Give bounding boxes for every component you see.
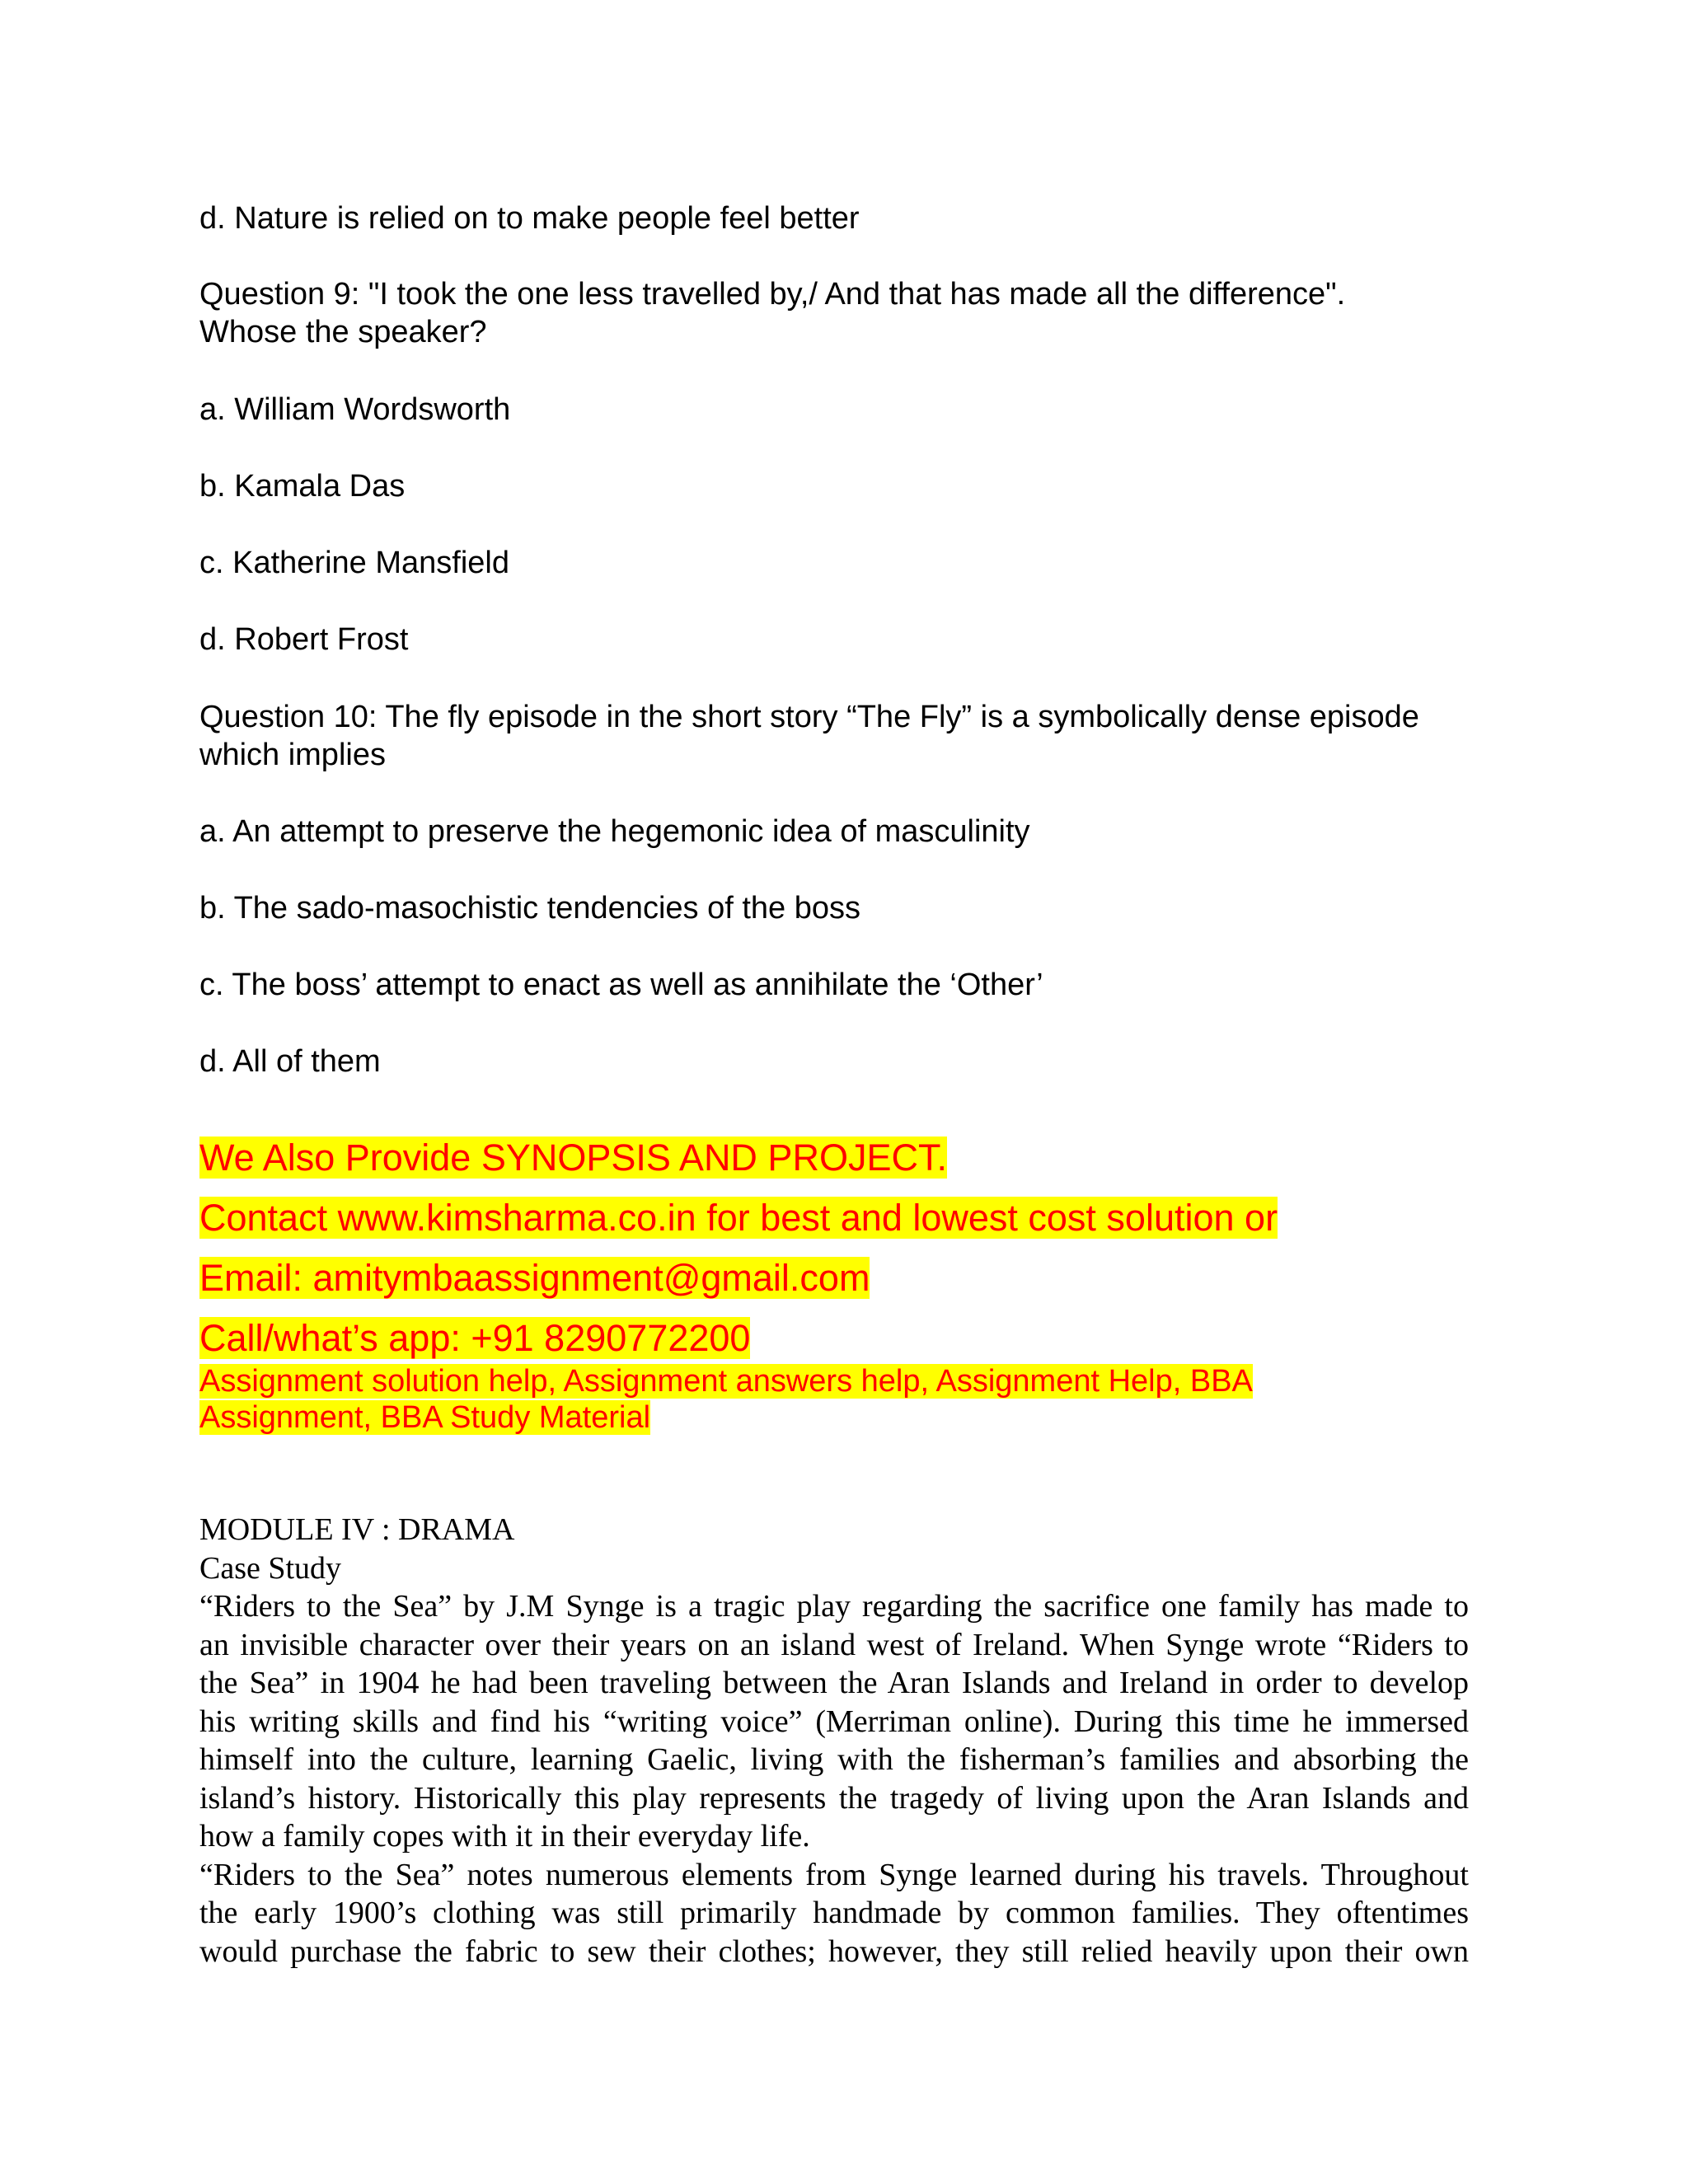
case-study-heading: Case Study — [199, 1551, 342, 1586]
promo-tags-line-2: Assignment, BBA Study Material — [199, 1400, 651, 1435]
body-line: his writing skills and find his “writing voice” (Merriman online). During this time he immersed — [199, 1704, 1469, 1739]
body-line: “Riders to the Sea” by J.M Synge is a tragic play regarding the sacrifice one family has made to — [199, 1589, 1469, 1624]
body-line: an invisible character over their years on an island west of Ireland. When Synge wrote “Riders to — [199, 1627, 1469, 1662]
q9-option-d: d. Robert Frost — [199, 622, 409, 657]
q10-question-line-2: which implies — [199, 738, 386, 772]
q10-question-line-1: Question 10: The fly episode in the short story “The Fly” is a symbolically dense episode — [199, 700, 1419, 734]
q10-option-a: a. An attempt to preserve the hegemonic idea of masculinity — [199, 814, 1030, 849]
module-title: MODULE IV : DRAMA — [199, 1512, 515, 1547]
promo-line-1: We Also Provide SYNOPSIS AND PROJECT. — [199, 1137, 947, 1179]
body-line: “Riders to the Sea” notes numerous elements from Synge learned during his travels. Throughout — [199, 1857, 1469, 1892]
q10-option-b: b. The sado-masochistic tendencies of the boss — [199, 891, 860, 926]
promo-tags-line-1: Assignment solution help, Assignment answers help, Assignment Help, BBA — [199, 1364, 1253, 1399]
promo-contact-line: Contact www.kimsharma.co.in for best and lowest cost solution or — [199, 1197, 1278, 1239]
body-line: would purchase the fabric to sew their clothes; however, they still relied heavily upon their own — [199, 1933, 1469, 1969]
q9-option-c: c. Katherine Mansfield — [199, 546, 509, 580]
q10-option-d: d. All of them — [199, 1044, 381, 1079]
q9-option-b: b. Kamala Das — [199, 469, 406, 504]
q8-option-d: d. Nature is relied on to make people feel better — [199, 201, 860, 236]
q9-option-a: a. William Wordsworth — [199, 392, 511, 427]
body-line: island’s history. Historically this play represents the tragedy of living upon the Aran Islands and — [199, 1780, 1469, 1816]
body-line: the Sea” in 1904 he had been traveling between the Aran Islands and Ireland in order to develop — [199, 1666, 1469, 1700]
q9-question-line-2: Whose the speaker? — [199, 315, 487, 349]
q9-question-line-1: Question 9: "I took the one less travelled by,/ And that has made all the difference". — [199, 277, 1346, 312]
case-study-body — [199, 1587, 1469, 1971]
body-line: himself into the culture, learning Gaelic, living with the fisherman’s families and absorbing the — [199, 1742, 1469, 1777]
body-line: the early 1900’s clothing was still primarily handmade by common families. They oftentimes — [199, 1896, 1469, 1930]
q10-option-c: c. The boss’ attempt to enact as well as annihilate the ‘Other’ — [199, 968, 1043, 1002]
promo-email-line: Email: amitymbaassignment@gmail.com — [199, 1257, 870, 1299]
promo-phone-line: Call/what’s app: +91 8290772200 — [199, 1317, 751, 1359]
body-line: how a family copes with it in their everyday life. — [199, 1819, 810, 1854]
